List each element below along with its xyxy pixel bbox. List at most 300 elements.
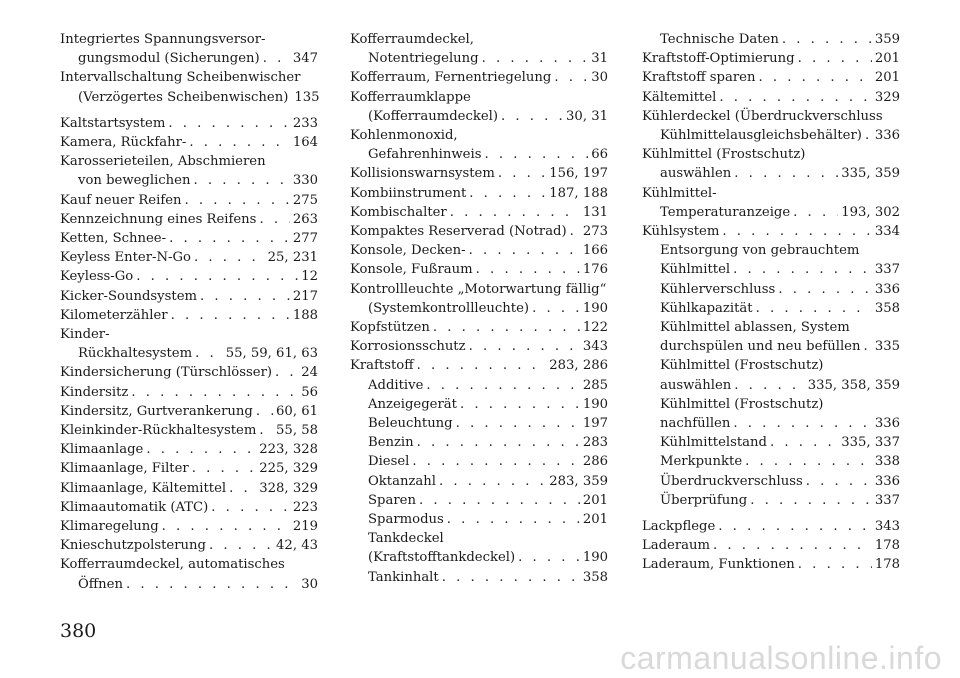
page-reference: 329: [874, 89, 900, 105]
index-term: Kühlmittelstand: [660, 435, 767, 451]
page-reference: 335, 358, 359: [807, 377, 900, 393]
index-term: Klimaanlage, Filter: [60, 461, 189, 477]
leader-dots: [798, 49, 872, 68]
index-term: Keyless Enter-N-Go: [60, 250, 191, 266]
index-line: [350, 30, 608, 49]
page-reference: 31: [591, 51, 608, 67]
leader-dots: [518, 548, 580, 567]
page-reference: 42, 43: [276, 538, 318, 554]
index-line: [642, 318, 900, 337]
leader-dots: [169, 229, 290, 248]
page-reference: 178: [874, 538, 900, 554]
page-reference: 283, 359: [549, 473, 608, 489]
page-reference: 337: [874, 262, 900, 278]
index-term: Kohlenmonoxid,: [350, 128, 458, 144]
index-term: Laderaum, Funktionen: [642, 557, 795, 573]
leader-dots: [126, 575, 298, 594]
index-term: durchspülen und neu befüllen: [660, 339, 861, 355]
index-term: Kontrollleuchte „Motorwartung fällig“: [350, 281, 607, 297]
index-term: Gefahrenhinweis: [368, 147, 482, 163]
page-reference: 337: [874, 492, 900, 508]
leader-dots: [722, 222, 871, 241]
page-reference: 178: [874, 557, 900, 573]
index-entry: [60, 421, 318, 440]
index-line: [350, 88, 608, 107]
leader-dots: [498, 164, 546, 183]
page-reference: 335, 337: [841, 435, 900, 451]
index-line: [642, 30, 900, 49]
index-entry: [60, 498, 318, 517]
index-line: [642, 164, 900, 183]
leader-dots: [806, 472, 872, 491]
index-term: Kopfstützen: [350, 320, 430, 336]
index-entry: [60, 459, 318, 478]
index-line: [60, 363, 318, 382]
index-term: Kühlmittel (Frostschutz): [642, 147, 806, 163]
index-term: (Verzögertes Scheibenwischen): [78, 89, 289, 105]
index-term: Kühlmittel ablassen, System: [660, 320, 850, 336]
index-term: Merkpunkte: [660, 454, 743, 470]
index-line: [60, 344, 318, 363]
index-line: [642, 107, 900, 126]
page-reference: 30, 31: [566, 108, 608, 124]
index-line: [60, 287, 318, 306]
page-reference: 347: [292, 51, 318, 67]
page-reference: 285: [582, 377, 608, 393]
index-term: Kühlmittel-: [642, 185, 717, 201]
index-term: Kühlerverschluss: [660, 281, 776, 297]
index-entry: [642, 68, 900, 87]
index-term: Ketten, Schnee-: [60, 231, 167, 247]
index-line: [60, 402, 318, 421]
index-term: Klimaanlage, Kältemittel: [60, 480, 227, 496]
index-term: Kleinkinder-Rückhaltesystem: [60, 423, 257, 439]
index-term: Kraftstoff: [350, 358, 414, 374]
index-term: (Kraftstofftankdeckel): [368, 550, 516, 566]
index-term: Rückhaltesystem: [78, 346, 193, 362]
index-line: [350, 68, 608, 87]
leader-dots: [719, 88, 871, 107]
index-entry: [642, 88, 900, 107]
page-reference: 12: [301, 269, 318, 285]
index-term: von beweglichen: [78, 173, 191, 189]
index-term: Kompaktes Reserverad (Notrad): [350, 224, 567, 240]
page-reference: 188: [292, 307, 318, 323]
index-term: Kindersitz: [60, 384, 129, 400]
page-reference: 330: [292, 173, 318, 189]
index-line: [350, 241, 608, 260]
page-reference: 25, 231: [267, 250, 318, 266]
index-line: [350, 529, 608, 548]
page-reference: 358: [582, 569, 608, 585]
page-reference: 343: [582, 339, 608, 355]
page-reference: 343: [874, 519, 900, 535]
page-reference: 193, 302: [841, 204, 900, 220]
index-term: (Kofferraumdeckel): [368, 108, 499, 124]
leader-dots: [750, 491, 872, 510]
leader-dots: [442, 568, 580, 587]
index-line: [60, 575, 318, 594]
index-term: Konsole, Fußraum: [350, 262, 473, 278]
index-term: nachfüllen: [660, 416, 731, 432]
index-line: [350, 49, 608, 68]
page-reference: 338: [874, 454, 900, 470]
index-line: [642, 49, 900, 68]
leader-dots: [259, 421, 273, 440]
leader-dots: [211, 498, 290, 517]
index-line: [60, 325, 318, 344]
page-reference: 66: [591, 147, 608, 163]
index-line: [60, 49, 318, 68]
leader-dots: [136, 267, 298, 286]
index-entry: [350, 184, 608, 203]
page-reference: 334: [874, 224, 900, 240]
page-reference: 275: [292, 192, 318, 208]
page-reference: 336: [874, 128, 900, 144]
index-term: Additive: [368, 377, 424, 393]
index-term: Integriertes Spannungsversor-: [60, 32, 266, 47]
index-line: [350, 452, 608, 471]
index-term: Kindersitz, Gurtverankerung: [60, 403, 253, 419]
leader-dots: [733, 414, 871, 433]
page-reference: 336: [874, 473, 900, 489]
index-line: [60, 421, 318, 440]
index-entry: [642, 395, 900, 433]
page-reference: 187, 188: [549, 185, 608, 201]
index-entry: [642, 536, 900, 555]
page-reference: 197: [582, 416, 608, 432]
index-line: [60, 88, 318, 107]
leader-dots: [770, 433, 838, 452]
index-entry: [642, 491, 900, 510]
index-line: [350, 164, 608, 183]
page-reference: 335, 359: [841, 166, 900, 182]
page-reference: 30: [591, 70, 608, 86]
index-entry: [60, 267, 318, 286]
index-line: [60, 267, 318, 286]
index-line: [350, 433, 608, 452]
page-reference: 55, 59, 61, 63: [225, 346, 318, 362]
index-line: [642, 555, 900, 574]
page-reference: 286: [582, 454, 608, 470]
index-line: [60, 440, 318, 459]
index-line: [642, 241, 900, 260]
index-term: Oktanzahl: [368, 473, 436, 489]
leader-dots: [417, 433, 580, 452]
index-line: [60, 152, 318, 171]
index-line: [642, 517, 900, 536]
leader-dots: [733, 260, 872, 279]
index-term: Klimaregelung: [60, 519, 159, 535]
index-line: [642, 184, 900, 203]
index-term: Kombischalter: [350, 204, 447, 220]
index-term: Diesel: [368, 454, 410, 470]
index-line: [642, 299, 900, 318]
leader-dots: [189, 133, 289, 152]
index-line: [60, 536, 318, 555]
index-term: Überdruckverschluss: [660, 473, 803, 489]
index-entry: [60, 68, 318, 106]
index-entry: [642, 299, 900, 318]
index-line: [642, 280, 900, 299]
index-entry: [350, 260, 608, 279]
page-reference: 60, 61: [276, 403, 318, 419]
index-entry: [350, 126, 608, 164]
leader-dots: [484, 145, 588, 164]
index-entry: [642, 452, 900, 471]
index-entry: [350, 472, 608, 491]
index-term: Klimaautomatik (ATC): [60, 499, 209, 515]
page-reference: 30: [301, 576, 318, 592]
index-line: [60, 555, 318, 574]
index-entry: [350, 88, 608, 126]
index-entry: [350, 433, 608, 452]
leader-dots: [192, 459, 257, 478]
leader-dots: [259, 210, 289, 229]
index-entry: [60, 114, 318, 133]
index-term: Kinder-: [60, 327, 110, 343]
index-term: Kühlmittel (Frostschutz): [660, 396, 824, 412]
index-term: Intervallschaltung Scheibenwischer: [60, 70, 301, 86]
leader-dots: [734, 164, 838, 183]
index-line: [350, 472, 608, 491]
page-reference: 277: [292, 231, 318, 247]
index-term: Kraftstoff-Optimierung: [642, 51, 795, 67]
leader-dots: [782, 30, 872, 49]
leader-dots: [745, 452, 872, 471]
leader-dots: [439, 472, 546, 491]
index-term: Kindersicherung (Türschlösser): [60, 365, 273, 381]
index-line: [350, 145, 608, 164]
index-term: Technische Daten: [660, 32, 779, 47]
index-line: [642, 203, 900, 222]
page-reference: 273: [582, 224, 608, 240]
index-line: [642, 376, 900, 395]
leader-dots: [200, 287, 290, 306]
index-entry: [642, 222, 900, 241]
index-line: [642, 414, 900, 433]
index-entry: [350, 568, 608, 587]
index-entry: [350, 30, 608, 68]
index-line: [350, 318, 608, 337]
index-entry: [350, 529, 608, 567]
index-line: [60, 248, 318, 267]
page-reference: 263: [292, 211, 318, 227]
index-line: [350, 510, 608, 529]
index-line: [350, 184, 608, 203]
index-line: [642, 145, 900, 164]
index-term: Kühlkapazität: [660, 300, 753, 316]
index-entry: [642, 517, 900, 536]
index-line: [60, 171, 318, 190]
index-term: Notentriegelung: [368, 51, 479, 67]
page-reference: 201: [874, 51, 900, 67]
leader-dots: [195, 344, 223, 363]
page-reference: 336: [874, 281, 900, 297]
index-entry: [350, 241, 608, 260]
index-term: Kühlmittel (Frostschutz): [660, 358, 824, 374]
leader-dots: [469, 184, 546, 203]
index-term: Überprüfung: [660, 492, 748, 508]
index-term: Korrosionsschutz: [350, 339, 466, 355]
page-reference: 176: [582, 262, 608, 278]
index-term: Entsorgung von gebrauchtem: [660, 243, 860, 259]
index-term: Kraftstoff sparen: [642, 70, 756, 86]
index-entry: [350, 337, 608, 356]
page-reference: 219: [292, 519, 318, 535]
leader-dots: [460, 395, 580, 414]
index-term: Kollisionswarnsystem: [350, 166, 495, 182]
index-term: Kicker-Soundsystem: [60, 288, 198, 304]
index-term: Anzeigegerät: [368, 396, 457, 412]
index-term: Kombiinstrument: [350, 185, 467, 201]
leader-dots: [554, 68, 588, 87]
leader-dots: [131, 383, 298, 402]
index-line: [60, 383, 318, 402]
index-term: Lackpflege: [642, 519, 716, 535]
index-line: [60, 30, 318, 49]
index-entry: [60, 152, 318, 190]
index-term: Laderaum: [642, 538, 711, 554]
index-term: Kühlerdeckel (Überdruckverschluss: [642, 108, 883, 124]
index-entry: [60, 287, 318, 306]
page-reference: 201: [582, 512, 608, 528]
leader-dots: [476, 260, 580, 279]
index-entry: [60, 402, 318, 421]
index-entry: [60, 383, 318, 402]
index-term: Tankinhalt: [368, 569, 439, 585]
index-line: [60, 498, 318, 517]
index-term: Öffnen: [78, 576, 123, 592]
index-entry: [60, 210, 318, 229]
leader-dots: [194, 248, 265, 267]
leader-dots: [469, 337, 580, 356]
index-entry: [350, 510, 608, 529]
index-entry: [642, 472, 900, 491]
index-entry: [350, 452, 608, 471]
leader-dots: [758, 68, 871, 87]
page-reference: 156, 197: [549, 166, 608, 182]
index-term: auswählen: [660, 166, 732, 182]
index-line: [350, 280, 608, 299]
index-entry: [642, 555, 900, 574]
index-term: Karosserieteilen, Abschmieren: [60, 154, 266, 170]
leader-dots: [532, 299, 580, 318]
leader-dots: [417, 356, 547, 375]
leader-dots: [168, 114, 289, 133]
index-line: [60, 133, 318, 152]
page-reference: 135: [294, 89, 320, 105]
index-line: [60, 479, 318, 498]
index-entry: [60, 229, 318, 248]
page-reference: 359: [874, 32, 900, 47]
leader-dots: [501, 107, 563, 126]
index-term: Kühlsystem: [642, 224, 720, 240]
page-reference: 55, 58: [276, 423, 318, 439]
page-reference: 131: [582, 204, 608, 220]
index-line: [350, 126, 608, 145]
index-entry: [350, 356, 608, 375]
index-entry: [60, 555, 318, 593]
leader-dots: [433, 318, 580, 337]
index-line: [350, 337, 608, 356]
index-entry: [60, 325, 318, 363]
leader-dots: [171, 306, 290, 325]
page-reference: 201: [874, 70, 900, 86]
index-line: [60, 191, 318, 210]
index-term: Kofferraumdeckel,: [350, 32, 474, 47]
index-line: [350, 299, 608, 318]
index-entry: [642, 356, 900, 394]
index-term: Kältemittel: [642, 89, 717, 105]
leader-dots: [570, 222, 580, 241]
index-term: Sparen: [368, 492, 416, 508]
leader-dots: [275, 363, 298, 382]
index-line: [350, 260, 608, 279]
index-term: auswählen: [660, 377, 732, 393]
page-reference: 223, 328: [259, 442, 318, 458]
watermark: carmanualsonline.info: [620, 640, 942, 676]
index-entry: [642, 107, 900, 145]
index-line: [642, 433, 900, 452]
index-line: [642, 222, 900, 241]
page-reference: 164: [292, 135, 318, 151]
page-reference: 233: [292, 115, 318, 131]
index-line: [60, 229, 318, 248]
index-entry: [642, 145, 900, 183]
page-reference: 24: [301, 365, 318, 381]
leader-dots: [185, 191, 290, 210]
leader-dots: [426, 376, 579, 395]
index-line: [60, 210, 318, 229]
index-term: Konsole, Decken-: [350, 243, 466, 259]
leader-dots: [798, 555, 872, 574]
index-entry: [350, 318, 608, 337]
leader-dots: [193, 171, 289, 190]
leader-dots: [718, 517, 872, 536]
index-line: [642, 68, 900, 87]
leader-dots: [412, 452, 579, 471]
index-line: [60, 68, 318, 87]
leader-dots: [209, 536, 273, 555]
page-reference: 201: [582, 492, 608, 508]
index-term: Kamera, Rückfahr-: [60, 135, 187, 151]
leader-dots: [419, 491, 580, 510]
page-number: 380: [60, 620, 97, 642]
index-line: [350, 414, 608, 433]
leader-dots: [146, 440, 256, 459]
index-entry: [60, 30, 318, 68]
leader-dots: [263, 49, 290, 68]
index-entry: [350, 164, 608, 183]
index-entry: [350, 395, 608, 414]
index-entry: [60, 536, 318, 555]
leader-dots: [865, 126, 872, 145]
page-reference: 358: [874, 300, 900, 316]
leader-dots: [713, 536, 872, 555]
index-entry: [60, 306, 318, 325]
page-reference: 190: [582, 550, 608, 566]
index-line: [350, 376, 608, 395]
index-column-1: [60, 30, 318, 594]
index-term: Sparmodus: [368, 512, 444, 528]
leader-dots: [256, 402, 273, 421]
index-column-2: [350, 30, 608, 587]
page-reference: 335: [874, 339, 900, 355]
index-term: Temperaturanzeige: [660, 204, 791, 220]
page-reference: 223: [292, 499, 318, 515]
index-term: Kühlmittelausgleichsbehälter): [660, 128, 862, 144]
